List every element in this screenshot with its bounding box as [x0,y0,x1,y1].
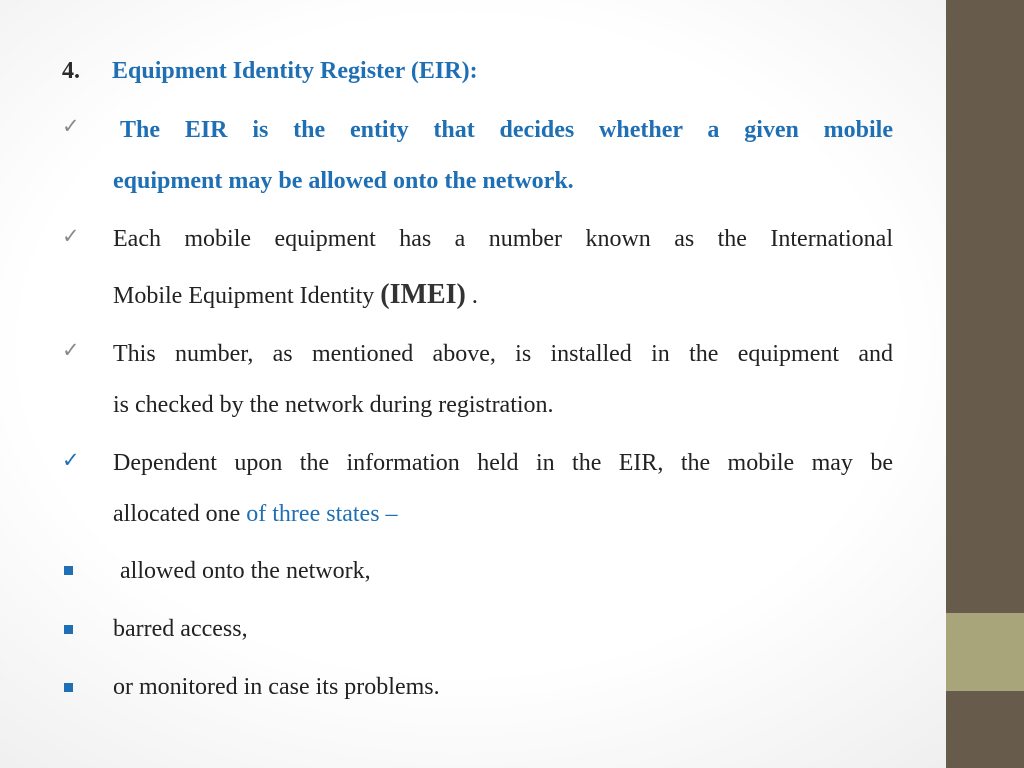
check-item-2-line-1: Each mobile equipment has a number known as the International [113,226,893,252]
imei-label: (IMEI) [380,279,466,310]
heading-title: Equipment Identity Register (EIR): [112,58,478,84]
check-item-1 [113,105,893,207]
check-item-2-text: Mobile Equipment Identity [113,283,375,309]
square-bullet-icon [64,566,73,575]
checkmark-icon: ✓ [62,448,80,472]
bullet-item-2: barred access, [113,616,248,642]
three-states-text: of three states – [246,501,398,527]
check-item-4-line-1: Dependent upon the information held in the EIR, the mobile may be [113,450,893,476]
checkmark-icon: ✓ [62,338,80,362]
bullet-item-1: allowed onto the network, [120,558,371,584]
check-item-4 [113,438,893,540]
decorative-sidebar [946,0,1024,768]
check-item-3 [113,329,893,431]
check-item-1-line-2: equipment may be allowed onto the network. [113,168,574,194]
checkmark-icon: ✓ [62,114,80,138]
check-item-4-line-2 [113,489,893,540]
check-item-2 [113,214,893,325]
check-item-3-line-1: This number, as mentioned above, is installed in the equipment and [113,341,893,367]
heading-number: 4. [62,58,80,84]
square-bullet-icon [64,625,73,634]
bullet-item-3: or monitored in case its problems. [113,674,440,700]
checkmark-icon: ✓ [62,224,80,248]
check-item-2-period: . [471,283,478,309]
square-bullet-icon [64,683,73,692]
check-item-4-text: allocated one [113,501,241,527]
slide-heading [62,58,478,85]
sidebar-accent-block [946,613,1024,691]
check-item-3-line-2: is checked by the network during registration. [113,392,554,418]
check-item-2-line-2 [113,265,893,325]
check-item-1-line-1: The EIR is the entity that decides whether a given mobile [120,117,893,143]
